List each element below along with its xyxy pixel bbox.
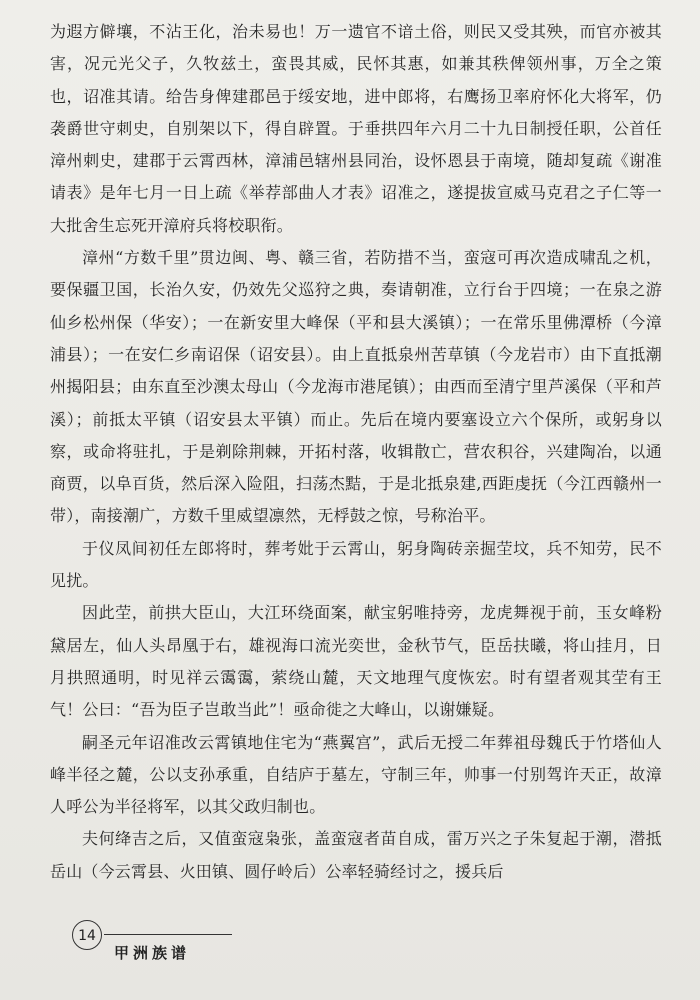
- paragraph-6: 夫何绛吉之后，又值蛮寇枭张，盖蛮寇者苗自成，雷万兴之子朱复起于潮，潜抵岳山（今云霄县、火田镇、圆仔岭后）公率轻骑经讨之，援兵后: [50, 829, 662, 881]
- body-text: [50, 16, 662, 888]
- paragraph-5: 嗣圣元年诏准改云霄镇地住宅为“燕翼宫”，武后无授二年葬祖母魏氏于竹塔仙人峰半径之麓，公以支孙承重，自结庐于墓左，守制三年，帅事一付别驾许天正，故漳人呼公为半径将军，以其父政归制也。: [50, 732, 662, 817]
- page-number: 14: [72, 920, 102, 950]
- paragraph-4: 因此茔，前拱大臣山，大江环绕面案，献宝躬唯持旁，龙虎舞视于前，玉女峰粉黛居左，仙人头昂凰于右，雄视海口流光奕世，金秋节气，臣岳扶曦，将山挂月，日月拱照通明，时见祥云霭霭，萦绕山麓，天文地理气度恢宏。时有望者观其茔有王气！公曰：“吾为臣子岂敢当此”！亟命徙之大峰山，以谢嫌疑。: [50, 603, 662, 720]
- paragraph-1: 为遐方僻壤，不沾王化，治未易也！万一遗官不谙土俗，则民又受其殃，而官亦被其害，况元光父子，久牧兹土，蛮畏其威，民怀其惠，如兼其秩俾领州事，万全之策也，诏准其请。给告身俾建郡邑于绥安地，进中郎将，右鹰扬卫率府怀化大将军，仍袭爵世守刺史，自别架以下，得自辟置。于垂拱四年六月二十九日制授任职，公首任漳州刺史，建郡于云霄西林，漳浦邑辖州县同治，设怀恩县于南境，随却复疏《谢准请表》是年七月一日上疏《举荐部曲人才表》诏准之，遂提拔宣威马克君之子仁等一大批舍生忘死开漳府兵将校职衔。: [50, 22, 662, 235]
- paragraph-3: 于仪凤间初任左郎将时，葬考妣于云霄山，躬身陶砖亲掘茔坟，兵不知劳，民不见扰。: [50, 538, 662, 591]
- footer-rule: [104, 934, 232, 935]
- paragraph-2: 漳州“方数千里”贯边闽、粤、赣三省，若防措不当，蛮寇可再次造成啸乱之机，要保疆卫国，长治久安，仍效先父巡狩之典，奏请朝准，立行台于四境；一在泉之游仙乡松州保（华安）；一在新安里大峰保（平和县大溪镇）；一在常乐里佛潭桥（今漳浦县）；一在安仁乡南诏保（诏安县）。由上直抵泉州苦草镇（今龙岩市）由下直抵潮州揭阳县；由东直至沙澳太母山（今龙海市港尾镇）；由西而至清宁里芦溪保（平和芦溪）；前抵太平镇（诏安县太平镇）而止。先后在境内要塞设立六个保所，或躬身以察，或命将驻扎，于是剃除荆棘，开拓村落，收辑散亡，营农积谷，兴建陶冶，以通商贾，以阜百货，然后深入险阻，扫荡杰黠，于是北抵泉建,西距虔抚（今江西赣州一带），南接潮广，方数千里威望凛然，无桴鼓之惊，号称治平。: [50, 248, 662, 526]
- book-title: 甲洲族谱: [114, 944, 191, 962]
- page-footer: [68, 920, 668, 970]
